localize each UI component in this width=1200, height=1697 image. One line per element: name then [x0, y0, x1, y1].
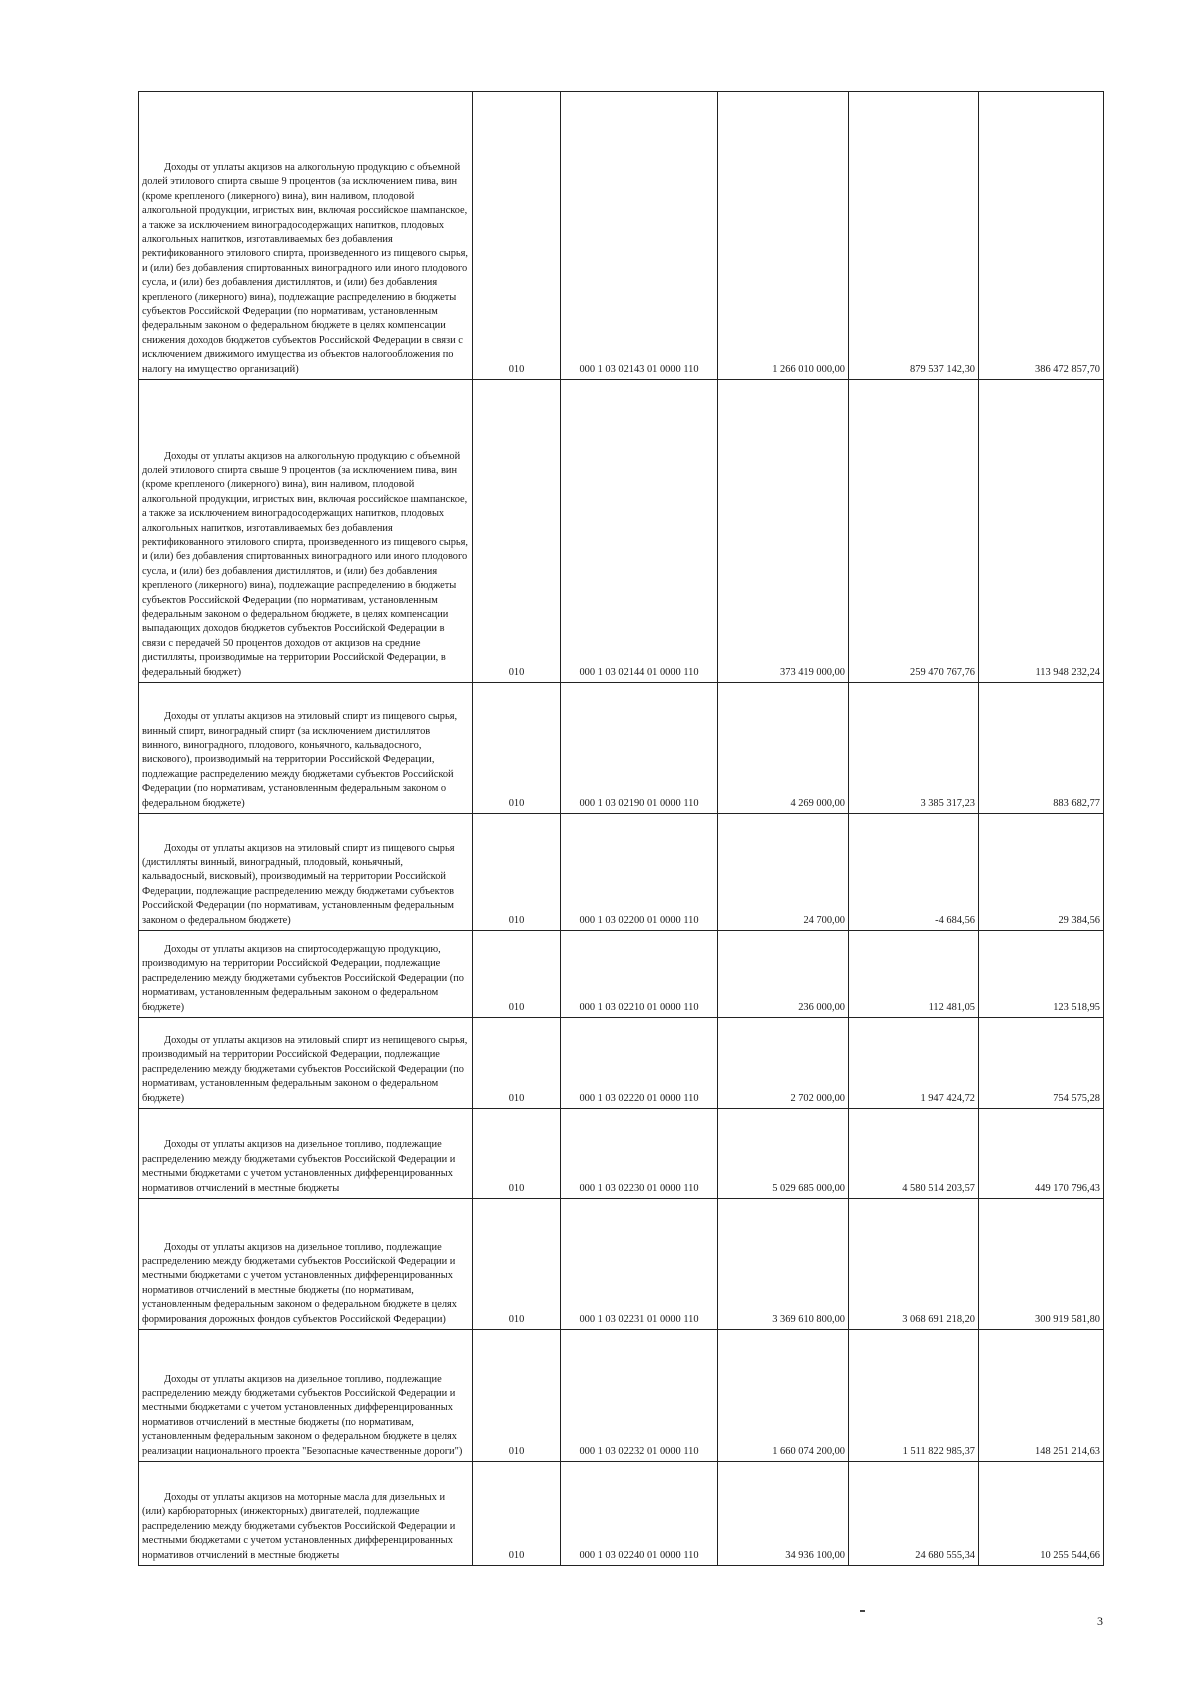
table-row	[139, 380, 1104, 683]
row-description: Доходы от уплаты акцизов на алкогольную продукцию с объемной долей этилового спирта свыше 9 процентов (за исключением пива, вин (кроме крепленого (ликерного) вина), вин наливом, плодовой алкогольной продукции, игристых вин, включая российское шампанское, а также за исключением виноградосодержащих напитков, плодовых алкогольных напитков, изготавливаемых без добавления ректификованного этилового спирта, произведенного из пищевого сырья, и (или) без добавления спиртованных виноградного или иного плодового сусла, и (или) без добавления дистиллятов, и (или) без добавления крепленого (ликерного) вина), подлежащие распределению в бюджеты субъектов Российской Федерации (по нормативам, установленным федеральным законом о федеральном бюджете в целях компенсации снижения доходов бюджетов субъектов Российской Федерации в связи с исключением движимого имущества из объектов налогообложения по налогу на имущество организаций)	[139, 92, 473, 380]
row-line-code: 010	[473, 1330, 561, 1462]
row-approved-amount: 1 660 074 200,00	[718, 1330, 849, 1462]
row-budget-code: 000 1 03 02190 01 0000 110	[561, 683, 718, 814]
table-row	[139, 1330, 1104, 1462]
row-budget-code: 000 1 03 02230 01 0000 110	[561, 1109, 718, 1199]
row-approved-amount: 34 936 100,00	[718, 1462, 849, 1566]
row-approved-amount: 1 266 010 000,00	[718, 92, 849, 380]
row-line-code: 010	[473, 380, 561, 683]
row-approved-amount: 236 000,00	[718, 931, 849, 1018]
scan-artifact	[860, 1610, 865, 1612]
table-row	[139, 1462, 1104, 1566]
row-budget-code: 000 1 03 02231 01 0000 110	[561, 1199, 718, 1330]
row-line-code: 010	[473, 92, 561, 380]
row-executed-amount: 4 580 514 203,57	[849, 1109, 979, 1199]
table-row	[139, 1199, 1104, 1330]
row-executed-amount: 3 385 317,23	[849, 683, 979, 814]
row-budget-code: 000 1 03 02144 01 0000 110	[561, 380, 718, 683]
row-line-code: 010	[473, 683, 561, 814]
row-executed-amount: 1 947 424,72	[849, 1018, 979, 1109]
row-unexecuted-amount: 123 518,95	[979, 931, 1104, 1018]
row-unexecuted-amount: 300 919 581,80	[979, 1199, 1104, 1330]
row-description: Доходы от уплаты акцизов на алкогольную продукцию с объемной долей этилового спирта свыше 9 процентов (за исключением пива, вин (кроме крепленого (ликерного) вина), вин наливом, плодовой алкогольной продукции, игристых вин, включая российское шампанское, а также за исключением виноградосодержащих напитков, плодовых алкогольных напитков, изготавливаемых без добавления ректификованного этилового спирта, произведенного из пищевого сырья, и (или) без добавления спиртованных виноградного или иного плодового сусла, и (или) без добавления дистиллятов, и (или) без добавления крепленого (ликерного) вина), подлежащие распределению в бюджеты субъектов Российской Федерации (по нормативам, установленным федеральным законом о федеральном бюджете, в целях компенсации выпадающих доходов бюджетов субъектов Российской Федерации в связи с передачей 50 процентов доходов от акцизов на средние дистилляты, производимые на территории Российской Федерации, в федеральный бюджет)	[139, 380, 473, 683]
row-unexecuted-amount: 113 948 232,24	[979, 380, 1104, 683]
row-approved-amount: 4 269 000,00	[718, 683, 849, 814]
row-executed-amount: -4 684,56	[849, 814, 979, 931]
table-row	[139, 1018, 1104, 1109]
row-line-code: 010	[473, 1018, 561, 1109]
row-budget-code: 000 1 03 02240 01 0000 110	[561, 1462, 718, 1566]
row-unexecuted-amount: 10 255 544,66	[979, 1462, 1104, 1566]
row-executed-amount: 879 537 142,30	[849, 92, 979, 380]
table-row	[139, 683, 1104, 814]
row-line-code: 010	[473, 814, 561, 931]
row-unexecuted-amount: 29 384,56	[979, 814, 1104, 931]
row-approved-amount: 3 369 610 800,00	[718, 1199, 849, 1330]
row-approved-amount: 373 419 000,00	[718, 380, 849, 683]
row-unexecuted-amount: 148 251 214,63	[979, 1330, 1104, 1462]
row-unexecuted-amount: 449 170 796,43	[979, 1109, 1104, 1199]
row-budget-code: 000 1 03 02210 01 0000 110	[561, 931, 718, 1018]
row-description: Доходы от уплаты акцизов на дизельное топливо, подлежащие распределению между бюджетами субъектов Российской Федерации и местными бюджетами с учетом установленных дифференцированных нормативов отчислений в местные бюджеты (по нормативам, установленным федеральным законом о федеральном бюджете в целях реализации национального проекта "Безопасные качественные дороги")	[139, 1330, 473, 1462]
table-row	[139, 814, 1104, 931]
row-budget-code: 000 1 03 02220 01 0000 110	[561, 1018, 718, 1109]
row-line-code: 010	[473, 1462, 561, 1566]
table-row	[139, 931, 1104, 1018]
row-executed-amount: 24 680 555,34	[849, 1462, 979, 1566]
row-description: Доходы от уплаты акцизов на дизельное топливо, подлежащие распределению между бюджетами субъектов Российской Федерации и местными бюджетами с учетом установленных дифференцированных нормативов отчислений в местные бюджеты	[139, 1109, 473, 1199]
row-executed-amount: 1 511 822 985,37	[849, 1330, 979, 1462]
row-approved-amount: 2 702 000,00	[718, 1018, 849, 1109]
row-description: Доходы от уплаты акцизов на этиловый спирт из пищевого сырья (дистилляты винный, виноградный, плодовый, коньячный, кальвадосный, висковый), производимый на территории Российской Федерации, подлежащие распределению между бюджетами субъектов Российской Федерации (по нормативам, установленным федеральным законом о федеральном бюджете)	[139, 814, 473, 931]
row-description: Доходы от уплаты акцизов на моторные масла для дизельных и (или) карбюраторных (инжекторных) двигателей, подлежащие распределению между бюджетами субъектов Российской Федерации и местными бюджетами с учетом установленных дифференцированных нормативов отчислений в местные бюджеты	[139, 1462, 473, 1566]
page-number: 3	[1097, 1614, 1103, 1628]
row-budget-code: 000 1 03 02232 01 0000 110	[561, 1330, 718, 1462]
row-executed-amount: 259 470 767,76	[849, 380, 979, 683]
table-row	[139, 1109, 1104, 1199]
row-line-code: 010	[473, 1109, 561, 1199]
budget-revenue-table	[138, 91, 1104, 1566]
row-line-code: 010	[473, 931, 561, 1018]
row-budget-code: 000 1 03 02143 01 0000 110	[561, 92, 718, 380]
row-executed-amount: 3 068 691 218,20	[849, 1199, 979, 1330]
row-unexecuted-amount: 883 682,77	[979, 683, 1104, 814]
row-unexecuted-amount: 754 575,28	[979, 1018, 1104, 1109]
table-row	[139, 92, 1104, 380]
row-approved-amount: 5 029 685 000,00	[718, 1109, 849, 1199]
row-executed-amount: 112 481,05	[849, 931, 979, 1018]
row-description: Доходы от уплаты акцизов на спиртосодержащую продукцию, производимую на территории Российской Федерации, подлежащие распределению между бюджетами субъектов Российской Федерации (по нормативам, установленным федеральным законом о федеральном бюджете)	[139, 931, 473, 1018]
row-description: Доходы от уплаты акцизов на дизельное топливо, подлежащие распределению между бюджетами субъектов Российской Федерации и местными бюджетами с учетом установленных дифференцированных нормативов отчислений в местные бюджеты (по нормативам, установленным федеральным законом о федеральном бюджете в целях формирования дорожных фондов субъектов Российской Федерации)	[139, 1199, 473, 1330]
row-description: Доходы от уплаты акцизов на этиловый спирт из пищевого сырья, винный спирт, виноградный спирт (за исключением дистиллятов винного, виноградного, плодового, коньячного, кальвадосного, вискового), производимый на территории Российской Федерации, подлежащие распределению между бюджетами субъектов Российской Федерации (по нормативам, установленным федеральным законом о федеральном бюджете)	[139, 683, 473, 814]
row-budget-code: 000 1 03 02200 01 0000 110	[561, 814, 718, 931]
row-approved-amount: 24 700,00	[718, 814, 849, 931]
row-description: Доходы от уплаты акцизов на этиловый спирт из непищевого сырья, производимый на территории Российской Федерации, подлежащие распределению между бюджетами субъектов Российской Федерации (по нормативам, установленным федеральным законом о федеральном бюджете)	[139, 1018, 473, 1109]
row-unexecuted-amount: 386 472 857,70	[979, 92, 1104, 380]
row-line-code: 010	[473, 1199, 561, 1330]
